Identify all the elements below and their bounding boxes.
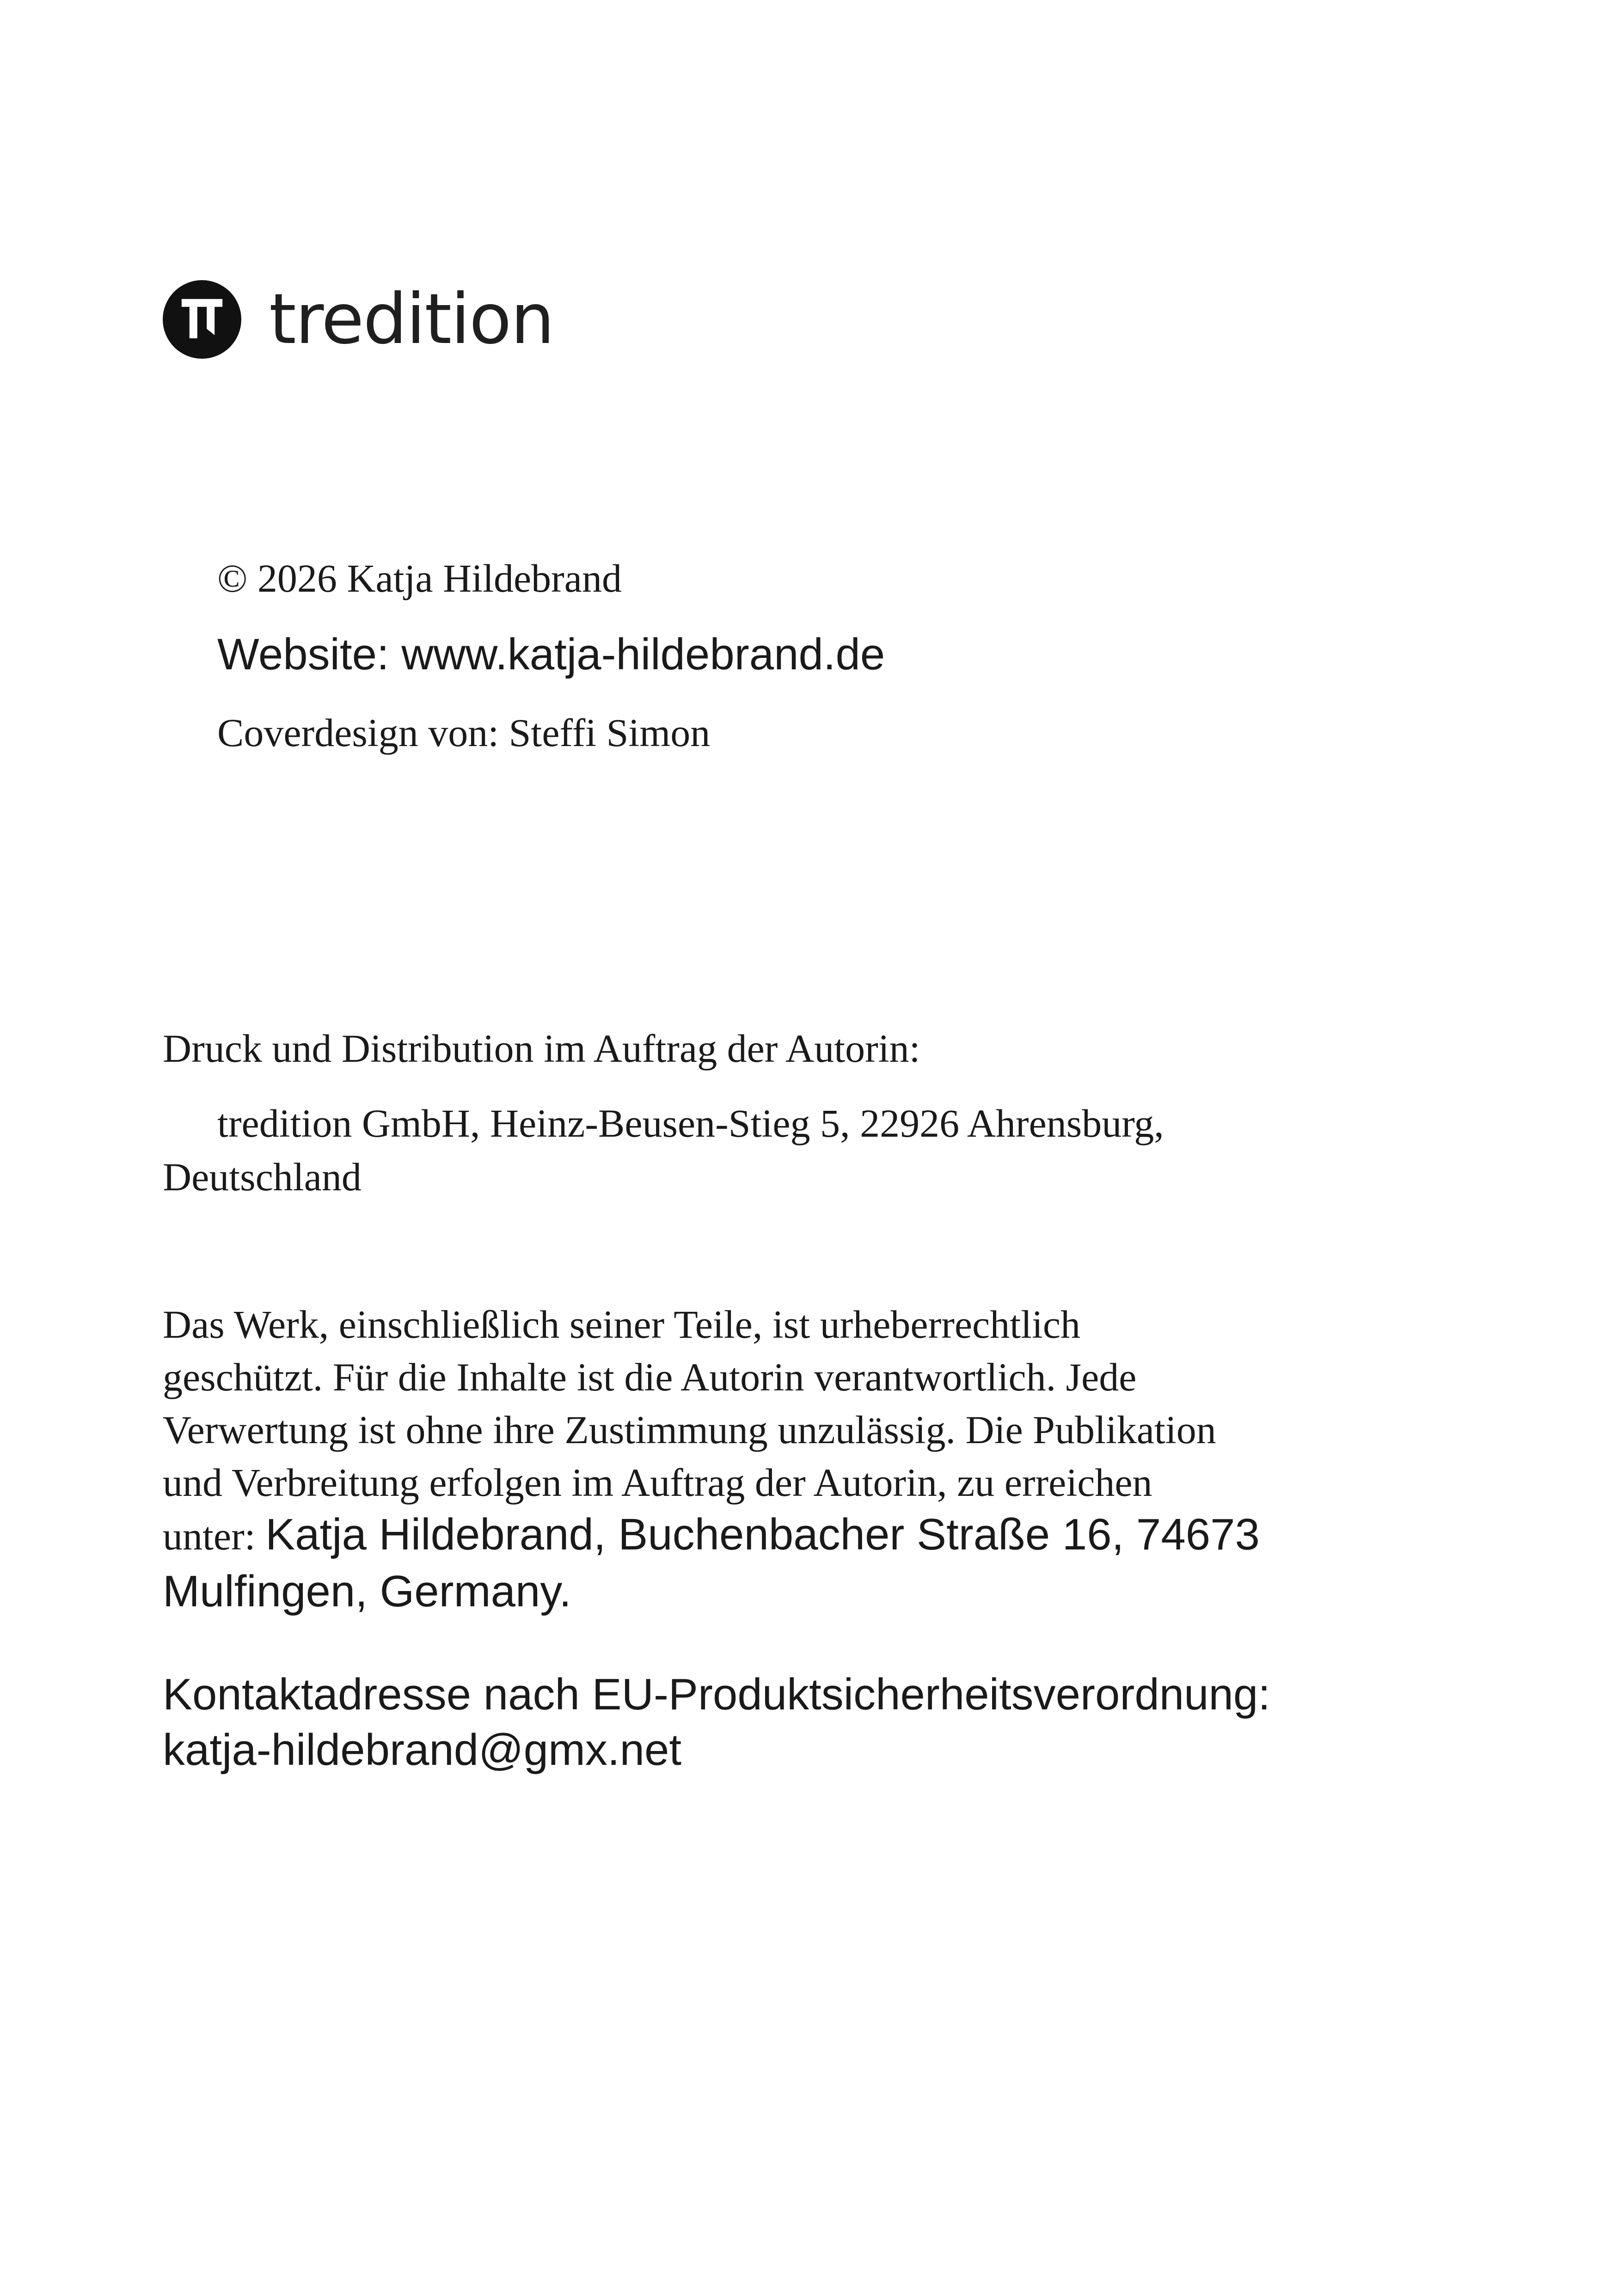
cover-design-line: Coverdesign von: Steffi Simon	[217, 710, 711, 755]
website-line: Website: www.katja-hildebrand.de	[217, 630, 885, 679]
distribution-heading: Druck und Distribution im Auftrag der Autorin:	[163, 1026, 920, 1071]
publisher-logo	[163, 280, 554, 359]
rights-line5-prefix: unter:	[163, 1514, 266, 1558]
publisher-name: tredition	[269, 279, 554, 360]
rights-line2: geschützt. Für die Inhalte ist die Autorin verantwortlich. Jede	[163, 1355, 1137, 1399]
contact-heading: Kontaktadresse nach EU-Produktsicherheitsverordnung:	[163, 1670, 1270, 1719]
rights-line4: und Verbreitung erfolgen im Auftrag der Autorin, zu erreichen	[163, 1460, 1152, 1505]
rights-line3: Verwertung ist ohne ihre Zustimmung unzulässig. Die Publikation	[163, 1408, 1216, 1452]
copyright-line: © 2026 Katja Hildebrand	[217, 556, 622, 600]
distribution-address-line1: tredition GmbH, Heinz-Beusen-Stieg 5, 22926 Ahrensburg,	[217, 1101, 1164, 1145]
rights-line1: Das Werk, einschließlich seiner Teile, ist urheberrechtlich	[163, 1302, 1081, 1347]
contact-email: katja-hildebrand@gmx.net	[163, 1725, 682, 1775]
rights-line5	[163, 1512, 1260, 1557]
distribution-address-line2: Deutschland	[163, 1155, 362, 1199]
author-address: Katja Hildebrand, Buchenbacher Straße 16, 74673	[265, 1510, 1260, 1559]
rights-line6: Mulfingen, Germany.	[163, 1567, 571, 1616]
tredition-logo-icon	[163, 280, 241, 359]
